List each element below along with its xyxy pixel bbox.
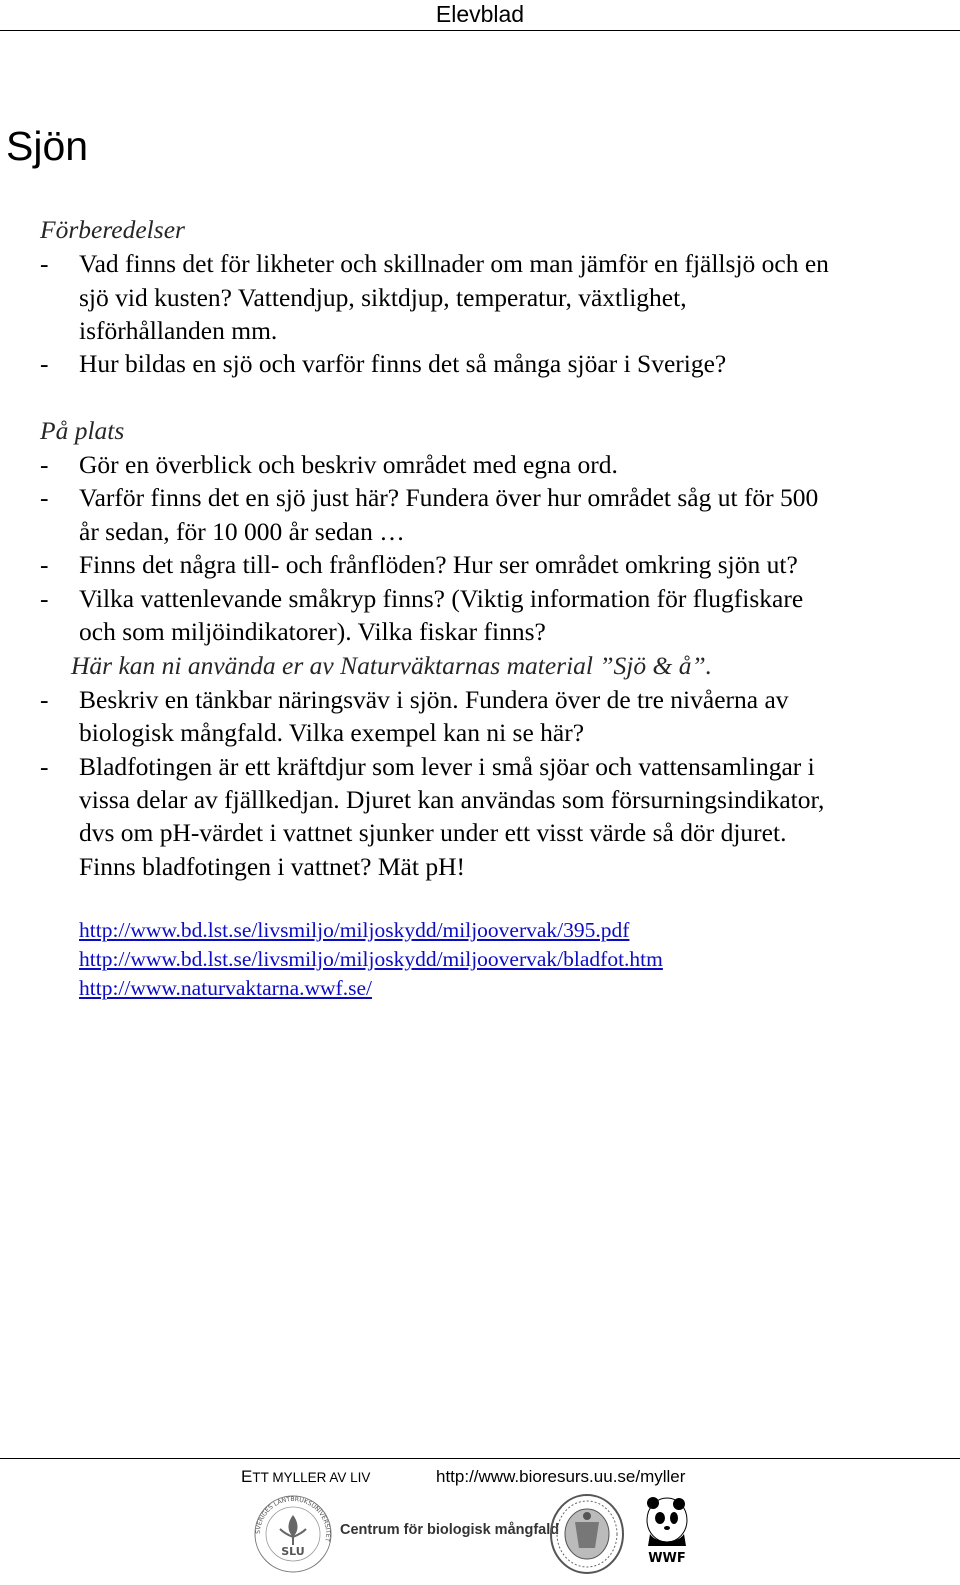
footer-divider (0, 1458, 960, 1459)
text-line: sjö vid kusten? Vattendjup, siktdjup, temperatur, växtlighet, (79, 283, 687, 312)
bullet-dash: - (40, 685, 49, 714)
text-line: Beskriv en tänkbar näringsväv i sjön. Fundera över de tre nivåerna av (79, 685, 789, 714)
text-line: Hur bildas en sjö och varför finns det så många sjöar i Sverige? (79, 349, 727, 378)
text-line: år sedan, för 10 000 år sedan … (79, 517, 405, 546)
section-heading-on-site: På plats (40, 416, 125, 445)
bullet-dash: - (40, 450, 49, 479)
wwf-panda-logo (642, 1494, 692, 1566)
text-line: Bladfotingen är ett kräftdjur som lever i små sjöar och vattensamlingar i (79, 752, 815, 781)
text-line: Gör en överblick och beskriv området med egna ord. (79, 450, 618, 479)
footer-url: http://www.bioresurs.uu.se/myller (436, 1467, 686, 1486)
text-line: Vilka vattenlevande småkryp finns? (Viktig information för flugfiskare (79, 584, 804, 613)
link-naturvaktarna[interactable]: http://www.naturvaktarna.wwf.se/ (79, 976, 372, 1000)
wwf-text: WWF (648, 1551, 686, 1566)
bullet-dash: - (40, 550, 49, 579)
text-line: Vad finns det för likheter och skillnader om man jämför en fjällsjö och en (79, 249, 829, 278)
slu-logo (252, 1493, 334, 1575)
slu-caption: Centrum för biologisk mångfald (340, 1522, 560, 1538)
header-divider (0, 30, 960, 31)
text-line: Finns bladfotingen i vattnet? Mät pH! (79, 852, 465, 881)
link-lst-bladfot[interactable]: http://www.bd.lst.se/livsmiljo/miljoskydd/miljoovervak/bladfot.htm (79, 947, 663, 971)
text-line: Finns det några till- och frånflöden? Hur ser området omkring sjön ut? (79, 550, 798, 579)
footer-project-rest: TT MYLLER AV LIV (252, 1470, 371, 1485)
page-header-title: Elevblad (435, 1, 525, 27)
text-line: Varför finns det en sjö just här? Fundera över hur området såg ut för 500 (79, 483, 819, 512)
page-title: Sjön (6, 123, 89, 169)
text-line: biologisk mångfald. Vilka exempel kan ni se här? (79, 718, 585, 747)
text-line: dvs om pH-värdet i vattnet sjunker under ett visst värde så dör djuret. (79, 818, 787, 847)
slu-abbrev: SLU (281, 1545, 305, 1558)
text-line: isförhållanden mm. (79, 316, 278, 345)
bullet-dash: - (40, 483, 49, 512)
link-lst-395-pdf[interactable]: http://www.bd.lst.se/livsmiljo/miljoskydd/miljoovervak/395.pdf (79, 918, 630, 942)
text-line: vissa delar av fjällkedjan. Djuret kan användas som försurningsindikator, (79, 785, 825, 814)
bullet-dash: - (40, 349, 49, 378)
bullet-dash: - (40, 752, 49, 781)
bullet-dash: - (40, 584, 49, 613)
text-line-italic-note: Här kan ni använda er av Naturväktarnas material ”Sjö & å”. (71, 651, 713, 680)
university-seal-logo (548, 1492, 626, 1576)
slu-ring-text: SVERIGES LANTBRUKSUNIVERSITET (254, 1495, 332, 1543)
footer-project-name (241, 1467, 370, 1488)
section-heading-preparations: Förberedelser (40, 215, 185, 244)
footer-project-initial: E (241, 1467, 253, 1486)
text-line: och som miljöindikatorer). Vilka fiskar finns? (79, 617, 546, 646)
bullet-dash: - (40, 249, 49, 278)
